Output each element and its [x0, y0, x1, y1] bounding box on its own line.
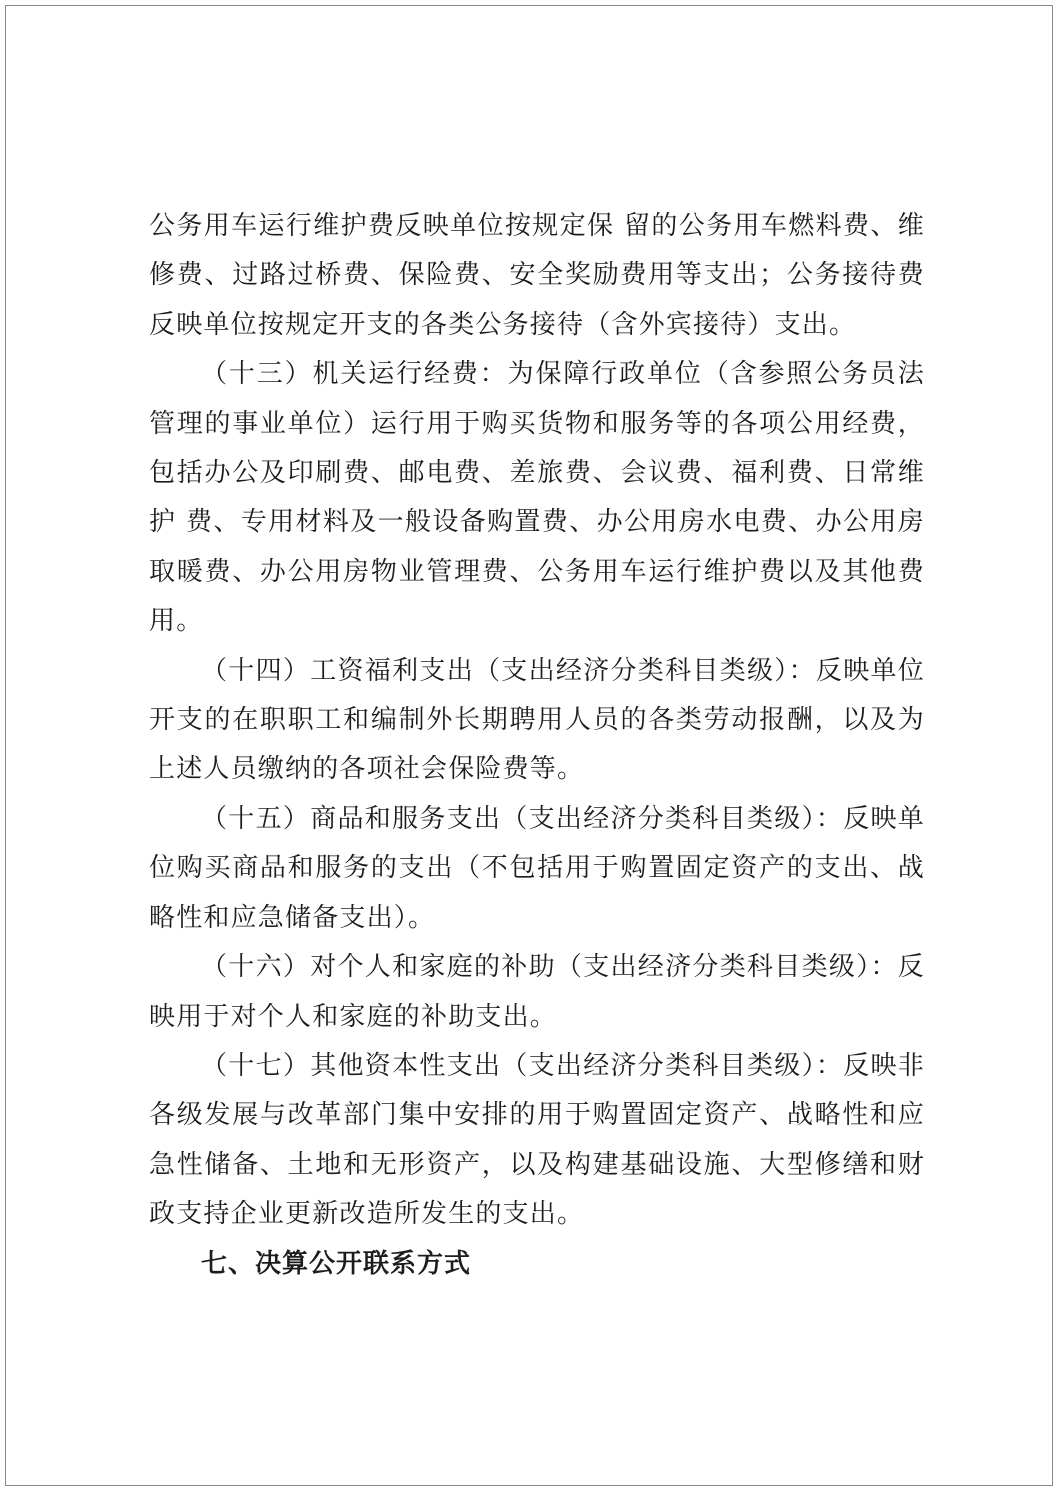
- section-heading-contact: 七、决算公开联系方式: [201, 1248, 472, 1279]
- document-body: [149, 202, 925, 1289]
- paragraph-item-13-operating-expenses: （十三）机关运行经费：为保障行政单位（含参照公务员法管理的事业单位）运行用于购买货物和服务等的各项公用经费，包括办公及印刷费、邮电费、差旅费、会议费、福利费、日常维护 费、专用材料及一般设备购置费、办公用房水电费、办公用房取暖费、办公用房物业管理费、公务用车运行维护费以及其他费用。: [149, 359, 925, 637]
- paragraph-item-15-goods-services: （十五）商品和服务支出（支出经济分类科目类级）：反映单位购买商品和服务的支出（不包括用于购置固定资产的支出、战略性和应急储备支出）。: [149, 803, 925, 933]
- paragraph-item-16-household-subsidies: （十六）对个人和家庭的补助（支出经济分类科目类级）：反映用于对个人和家庭的补助支出。: [149, 952, 925, 1032]
- paragraph-item-14-wages-welfare: （十四）工资福利支出（支出经济分类科目类级）：反映单位开支的在职职工和编制外长期聘用人员的各类劳动报酬，以及为上述人员缴纳的各项社会保险费等。: [149, 655, 925, 785]
- paragraph-item-17-other-capital: （十七）其他资本性支出（支出经济分类科目类级）：反映非各级发展与改革部门集中安排的用于购置固定资产、战略性和应急性储备、土地和无形资产，以及构建基础设施、大型修缮和财政支持企业更新改造所发生的支出。: [149, 1050, 925, 1230]
- page-frame: [5, 5, 1053, 1486]
- paragraph-vehicle-reception-fees: 公务用车运行维护费反映单位按规定保 留的公务用车燃料费、维修费、过路过桥费、保险费、安全奖励费用等支出；公务接待费反映单位按规定开支的各类公务接待（含外宾接待）支出。: [149, 211, 925, 340]
